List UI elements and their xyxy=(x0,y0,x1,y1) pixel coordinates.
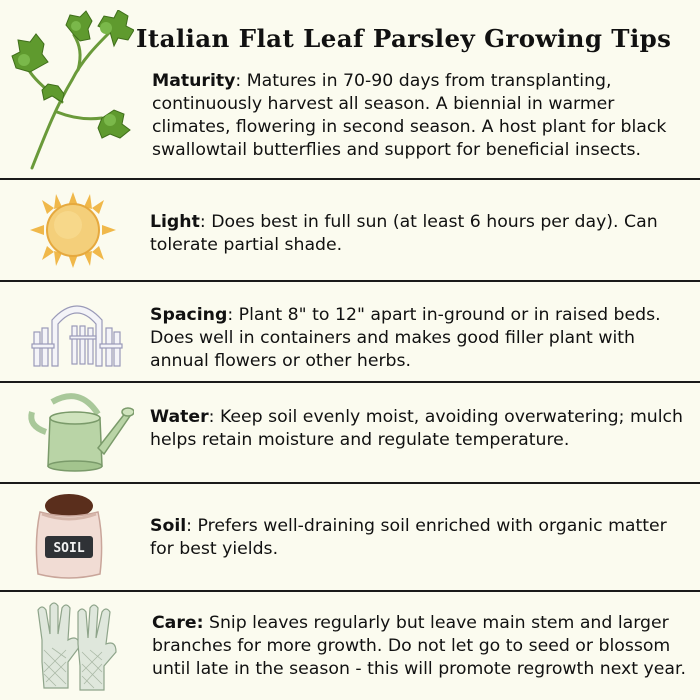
section-text-maturity xyxy=(152,70,697,162)
section-text-light xyxy=(150,211,695,257)
sun-icon xyxy=(28,192,118,268)
section-divider xyxy=(0,280,700,282)
soil-bag-icon xyxy=(32,490,106,580)
section-label-light: Light xyxy=(150,212,200,232)
section-text-water xyxy=(150,406,695,452)
section-divider xyxy=(0,178,700,180)
section-divider xyxy=(0,590,700,592)
section-body-light: : Does best in full sun (at least 6 hours per day). Can tolerate partial shade. xyxy=(150,212,658,255)
section-body-maturity: : Matures in 70-90 days from transplanting, continuously harvest all season. A biennial in warmer climates, flowering in second season. A host plant for black swallowtail butterflies and support for beneficial insects. xyxy=(152,71,667,160)
section-body-care: Snip leaves regularly but leave main stem and larger branches for more growth. Do not let go to seed or blossom until late in the season - this will promote regrowth next year. xyxy=(152,613,686,679)
section-body-water: : Keep soil evenly moist, avoiding overwatering; mulch helps retain moisture and regulate temperature. xyxy=(150,407,683,450)
section-label-care: Care: xyxy=(152,613,204,633)
garden-gloves-icon xyxy=(28,600,120,694)
section-body-spacing: : Plant 8" to 12" apart in-ground or in raised beds. Does well in containers and makes good filler plant with annual flowers or other herbs. xyxy=(150,305,661,371)
garden-gate-icon xyxy=(30,296,124,368)
section-divider xyxy=(0,482,700,484)
section-text-spacing xyxy=(150,304,695,373)
section-body-soil: : Prefers well-draining soil enriched with organic matter for best yields. xyxy=(150,516,667,559)
section-text-care xyxy=(152,612,697,681)
page-title: Italian Flat Leaf Parsley Growing Tips xyxy=(136,24,672,53)
section-text-soil xyxy=(150,515,695,561)
section-divider xyxy=(0,381,700,383)
soil-bag-label: SOIL xyxy=(53,541,85,556)
section-label-water: Water xyxy=(150,407,209,427)
section-label-spacing: Spacing xyxy=(150,305,228,325)
section-label-soil: Soil xyxy=(150,516,187,536)
watering-can-icon xyxy=(22,392,134,472)
parsley-sprig-icon xyxy=(2,10,134,170)
section-label-maturity: Maturity xyxy=(152,71,236,91)
